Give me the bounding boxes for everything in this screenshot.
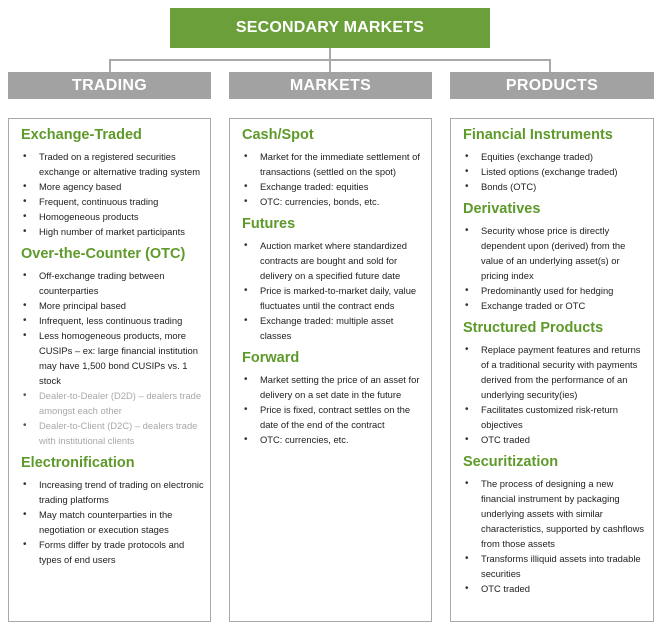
bullet-item: • Equities (exchange traded)	[463, 149, 647, 164]
bullet-item: • Market for the immediate settlement of transactions (settled on the spot)	[242, 149, 425, 179]
bullet-list	[242, 238, 425, 343]
bullet-item: • More principal based	[21, 298, 204, 313]
bullet-item: • Exchange traded: equities	[242, 179, 425, 194]
column-header-trading	[8, 72, 211, 99]
trading-panel	[8, 118, 211, 622]
bullet-list	[463, 223, 647, 313]
bullet-item: • Less homogeneous products, more CUSIPs – ex: large financial institution may have 1,500 bond CUSIPs vs. 1 stock	[21, 328, 204, 388]
bullet-item: • High number of market participants	[21, 224, 204, 239]
bullet-list	[21, 268, 204, 448]
section-title: Financial Instruments	[463, 127, 613, 143]
markets-panel	[229, 118, 432, 622]
section-title: Over-the-Counter (OTC)	[21, 246, 186, 262]
bullet-list	[242, 372, 425, 447]
section-title: Structured Products	[463, 320, 604, 336]
bullet-item: • Exchange traded or OTC	[463, 298, 647, 313]
bullet-item: • Forms differ by trade protocols and types of end users	[21, 537, 204, 567]
section-over-the-counter-otc	[21, 246, 204, 448]
column-header-markets	[229, 72, 432, 99]
section-structured-products	[463, 320, 647, 447]
section-forward	[242, 350, 425, 447]
bullet-item: • Security whose price is directly dependent upon (derived) from the value of an underlying asset(s) or pricing index	[463, 223, 647, 283]
section-electronification	[21, 455, 204, 567]
bullet-item: • Price is fixed, contract settles on the date of the end of the contract	[242, 402, 425, 432]
bullet-item: • Market setting the price of an asset for delivery on a set date in the future	[242, 372, 425, 402]
section-title: Securitization	[463, 454, 559, 470]
bullet-item: • Facilitates customized risk-return objectives	[463, 402, 647, 432]
section-exchange-traded	[21, 127, 204, 239]
bullet-item: • Price is marked-to-market daily, value fluctuates until the contract ends	[242, 283, 425, 313]
products-panel	[450, 118, 654, 622]
section-title: Cash/Spot	[242, 127, 314, 143]
bullet-item: • Off-exchange trading between counterparties	[21, 268, 204, 298]
section-title: Exchange-Traded	[21, 127, 142, 143]
bullet-item: • Predominantly used for hedging	[463, 283, 647, 298]
bullet-item: • Infrequent, less continuous trading	[21, 313, 204, 328]
title-box	[170, 8, 490, 48]
section-derivatives	[463, 201, 647, 313]
bullet-list	[242, 149, 425, 209]
bullet-list	[463, 342, 647, 447]
bullet-item: • OTC: currencies, etc.	[242, 432, 425, 447]
bullet-item: • Traded on a registered securities exchange or alternative trading system	[21, 149, 204, 179]
section-futures	[242, 216, 425, 343]
bullet-item: • Transforms illiquid assets into tradable securities	[463, 551, 647, 581]
section-title: Derivatives	[463, 201, 541, 217]
bullet-item: • Increasing trend of trading on electronic trading platforms	[21, 477, 204, 507]
connector-markets	[329, 59, 331, 73]
connector-trading	[109, 59, 111, 73]
column-header-label: MARKETS	[289, 76, 372, 94]
section-title: Futures	[242, 216, 296, 232]
bullet-item: • May match counterparties in the negotiation or execution stages	[21, 507, 204, 537]
bullet-item: • Dealer-to-Dealer (D2D) – dealers trade amongst each other	[21, 388, 204, 418]
bullet-item: • OTC traded	[463, 581, 647, 596]
bullet-item: • Frequent, continuous trading	[21, 194, 204, 209]
connector-products	[549, 59, 551, 73]
bullet-item: • OTC: currencies, bonds, etc.	[242, 194, 425, 209]
bullet-item: • More agency based	[21, 179, 204, 194]
bullet-item: • Exchange traded: multiple asset classes	[242, 313, 425, 343]
bullet-item: • Replace payment features and returns of a traditional security with payments derived from the performance of an underlying security(ies)	[463, 342, 647, 402]
bullet-item: • Bonds (OTC)	[463, 179, 647, 194]
column-header-products	[450, 72, 654, 99]
bullet-list	[463, 476, 647, 596]
section-securitization	[463, 454, 647, 596]
bullet-list	[21, 477, 204, 567]
bullet-item: • OTC traded	[463, 432, 647, 447]
bullet-item: • The process of designing a new financial instrument by packaging underlying assets with similar characteristics, supported by cashflows from those assets	[463, 476, 647, 551]
column-header-label: PRODUCTS	[505, 76, 599, 94]
section-financial-instruments	[463, 127, 647, 194]
bullet-item: • Homogeneous products	[21, 209, 204, 224]
diagram-title: SECONDARY MARKETS	[235, 19, 425, 36]
bullet-list	[21, 149, 204, 239]
section-cash-spot	[242, 127, 425, 209]
bullet-item: • Listed options (exchange traded)	[463, 164, 647, 179]
column-header-label: TRADING	[72, 76, 147, 94]
section-title: Forward	[242, 350, 300, 366]
section-title: Electronification	[21, 455, 135, 471]
bullet-item: • Auction market where standardized contracts are bought and sold for delivery on a specified future date	[242, 238, 425, 283]
bullet-list	[463, 149, 647, 194]
bullet-item: • Dealer-to-Client (D2C) – dealers trade with institutional clients	[21, 418, 204, 448]
